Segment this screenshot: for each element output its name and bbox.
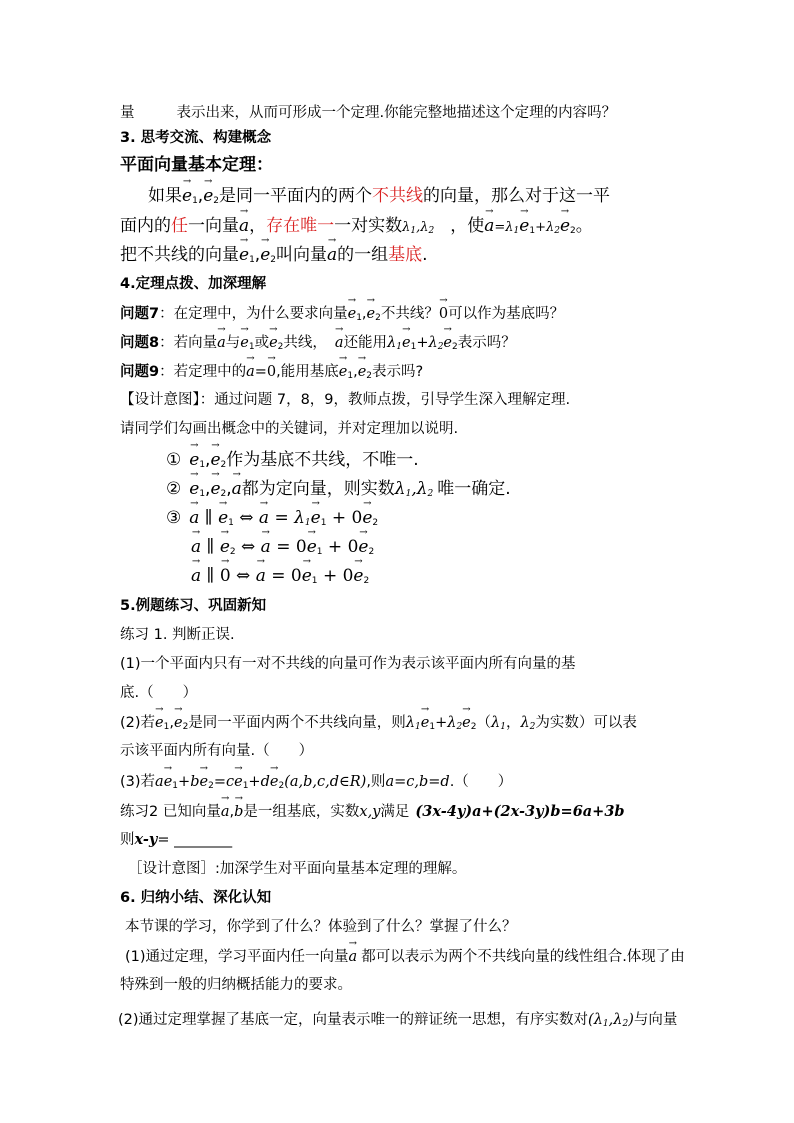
theorem-text: 如果→ $e_1,\to e_2$是同一平面内的两个不共线的向量，那么对于这一平: [148, 184, 610, 213]
exercise-item: 示该平面内所有向量.（ ）: [120, 743, 314, 759]
exercise-2: 练习2 已知向量→ a,→ b是一组基底，实数x,y满足 (3x-4y)a+(2x-3y)b=6a+3b: [120, 801, 625, 822]
section-heading: 3. 思考交流、构建概念: [120, 130, 272, 146]
highlight-text: 存在唯一: [266, 216, 335, 236]
highlight-text: 任: [171, 216, 188, 236]
exercise-item: (2)若→ $e_1,\to e_2$是同一平面内两个不共线向量，则$\lambda_1\to e_1+\lambda_2\to e_2(\lambda_1$，$\lambda_2$为实数）可以表: [120, 712, 637, 737]
summary-item: (1)通过定理，学习平面内任一向量→ a 都可以表示为两个不共线向量的线性组合.体现了由: [125, 946, 685, 967]
note-1: ①→ $e_1,\to e_2$作为基底不共线，不唯一.: [166, 448, 419, 477]
theorem-text: 面内的任一向量→ a，存在唯一一对实数$\lambda_1,\lambda_2$ ，使→ $a=\lambda_1\to e_1+\lambda_2\to e_2$。: [120, 214, 593, 243]
exercise-1-title: 练习 1. 判断正误.: [120, 627, 235, 643]
summary-intro: 本节课的学习，你学到了什么？体验到了什么？掌握了什么？: [125, 919, 517, 935]
section-heading: 4.定理点拨、加深理解: [120, 276, 267, 292]
exercise-item: (3)若$a\to e_1+b\to e_2=c\to e_1+d\to$ $e_2(a,b,c,d\in R)$,则a=c,b=d.（ ）: [120, 771, 512, 796]
text-line: 量 表示出来，从而可形成一个定理.你能完整地描述这个定理的内容吗？: [120, 105, 617, 121]
note-3-line-3: → a ∥ → 0 ⇔ → $a = 0\to e_1 + 0\to e_2$: [191, 564, 369, 593]
question-7: 问题7：在定理中，为什么要求向量→ $e_1,\to e_2$不共线？→ 0可以作为基底吗？: [120, 303, 564, 328]
highlight-text: 基底: [388, 245, 423, 265]
summary-item: (2)通过定理掌握了基底一定，向量表示唯一的辩证统一思想，有序实数对$(\lambda_1,\lambda_2)$与向量: [118, 1012, 678, 1029]
text-line: 请同学们勾画出概念中的关键词，并对定理加以说明.: [120, 421, 459, 437]
note-2: ②→ $e_1,\to e_2,\to a$都为定向量，则实数$\lambda_1,\lambda_2$ 唯一确定.: [166, 477, 511, 506]
question-8: 问题8：若向量→ a与→ $e_1$或→ $e_2$共线，→ a还能用$\lambda_1\to e_1+\lambda_2\to e_2$表示吗？: [120, 332, 516, 357]
summary-item: 特殊到一般的归纳概括能力的要求。: [120, 977, 352, 993]
exercise-item: 底.（ ）: [120, 685, 198, 701]
section-heading: 6. 归纳小结、深化认知: [120, 890, 272, 906]
question-9: 问题9：若定理中的→ a=→ 0,能用基底→ $e_1,\to e_2$表示吗?: [120, 361, 423, 386]
section-heading: 5.例题练习、巩固新知: [120, 598, 267, 614]
design-intent: ［设计意图］:加深学生对平面向量基本定理的理解。: [128, 861, 467, 877]
highlight-text: 不共线: [372, 186, 423, 206]
note-3: ③→ a ∥ → $e_1$ ⇔ → $a = \lambda_1\to e_1 + 0\to e_2$: [166, 506, 378, 535]
theorem-title: 平面向量基本定理：: [120, 155, 273, 175]
exercise-item: (1)一个平面内只有一对不共线的向量可作为表示该平面内所有向量的基: [120, 656, 576, 672]
theorem-text: 把不共线的向量→ $e_1,\to e_2$叫向量→ a的一组基底.: [120, 243, 428, 272]
design-intent: 【设计意图】：通过问题 7，8，9，教师点拨，引导学生深入理解定理.: [120, 392, 571, 408]
exercise-2-question: 则x-y= ________: [120, 831, 233, 848]
note-3-line-2: → a ∥ → $e_2$ ⇔ → $a = 0\to e_1 + 0\to e_2$: [191, 535, 374, 564]
